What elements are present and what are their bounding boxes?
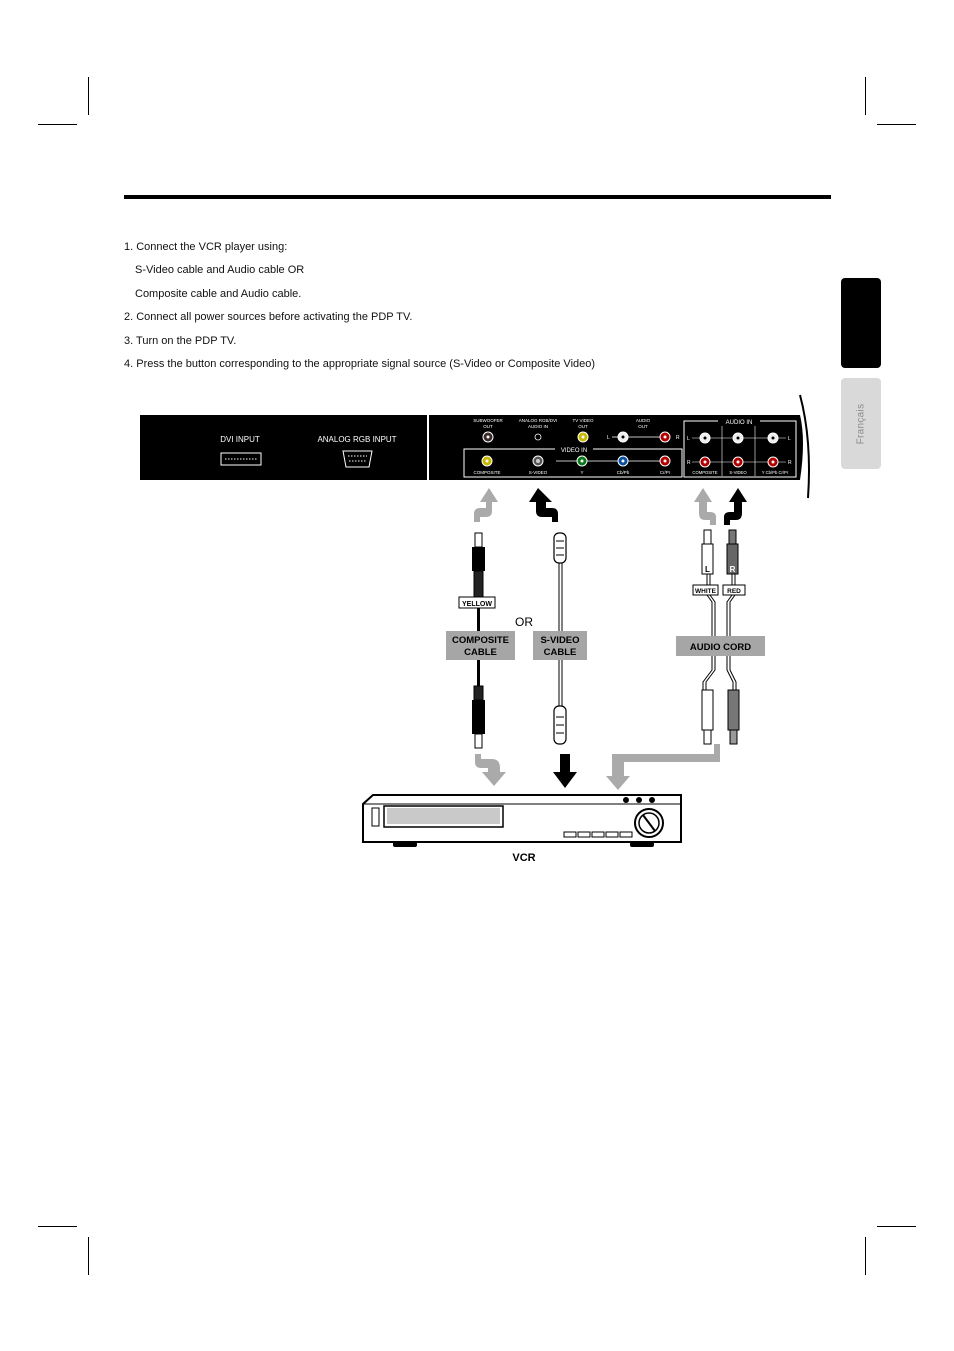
cr-pr-jack-label: Cr/Pr (659, 470, 671, 475)
audio-l-up-arrow-icon (694, 488, 716, 525)
tv-video-out-label: TV VIDEO (572, 418, 594, 423)
svg-text:CABLE: CABLE (543, 647, 577, 658)
audio-cord-label (676, 636, 765, 656)
audio-s-video-label: S-VIDEO (729, 470, 747, 475)
audio-composite-label: COMPOSITE (692, 470, 718, 475)
dvi-input-label: DVI INPUT (220, 435, 260, 444)
analog-rgb-input-label: ANALOG RGB INPUT (317, 435, 397, 444)
composite-jack-label: COMPOSITE (473, 470, 501, 475)
composite-down-arrow-icon (475, 754, 506, 786)
instruction-step: Composite cable and Audio cable. (135, 287, 302, 300)
audio-component-label: Y Cb/Pb Cr/Pr (761, 470, 789, 475)
audio-r-label: R (729, 565, 736, 574)
s-video-cable-label (533, 631, 587, 660)
y-jack-label: Y (580, 470, 584, 475)
subwoofer-label: SUBWOOFER (473, 418, 503, 423)
rgb-dvi-audio-label: AUDIO IN (527, 424, 549, 429)
vcr-label: VCR (512, 852, 536, 864)
s-video-down-arrow-icon (553, 754, 577, 788)
s-video-up-arrow-icon (529, 488, 558, 522)
composite-up-arrow-icon (474, 488, 498, 522)
audio-in-label: AUDIO IN (725, 420, 753, 426)
jack-l-label: L (687, 436, 690, 442)
audio-out-label: OUT (638, 424, 648, 429)
s-video-jack-label: S-VIDEO (528, 470, 548, 475)
audio-r-up-arrow-icon (724, 488, 747, 525)
jack-r-label: R (687, 460, 691, 466)
or-label: OR (515, 615, 533, 629)
audio-l-label: L (705, 565, 710, 574)
red-tag-label: RED (727, 588, 741, 595)
svg-text:S-VIDEO: S-VIDEO (540, 635, 580, 646)
svg-text:AUDIO CORD: AUDIO CORD (689, 642, 752, 653)
cb-pb-jack-label: Cb/Pb (616, 470, 630, 475)
tv-rear-panel (140, 395, 809, 498)
tv-video-out-label: OUT (578, 424, 588, 429)
yellow-tag-label: YELLOW (462, 601, 492, 608)
instruction-step: 1. Connect the VCR player using: (124, 241, 288, 253)
instruction-step: 4. Press the button corresponding to the appropriate signal source (S-Video or Composite Video) (124, 358, 596, 371)
composite-cable-label (446, 631, 515, 660)
instruction-step: S-Video cable and Audio cable OR (135, 264, 305, 277)
svg-text:COMPOSITE: COMPOSITE (451, 635, 510, 646)
audio-out-label: AUDIO (635, 418, 651, 423)
white-tag-label: WHITE (695, 588, 716, 595)
language-tab-label: Français (855, 403, 867, 444)
audio-down-arrow-icon (606, 744, 720, 790)
video-in-label: VIDEO IN (560, 448, 588, 454)
svg-text:CABLE: CABLE (464, 647, 497, 658)
jack-l-label: L (788, 436, 791, 442)
jack-r-label: R (788, 460, 792, 466)
instruction-step: 2. Connect all power sources before activating the PDP TV. (124, 311, 413, 324)
instruction-step: 3. Turn on the PDP TV. (124, 334, 237, 347)
jack-r-label: R (676, 435, 680, 441)
jack-l-label: L (607, 435, 610, 441)
rgb-dvi-audio-label: ANALOG RGB/DVI (518, 418, 558, 423)
vcr-device (363, 795, 681, 847)
subwoofer-label: OUT (483, 424, 493, 429)
